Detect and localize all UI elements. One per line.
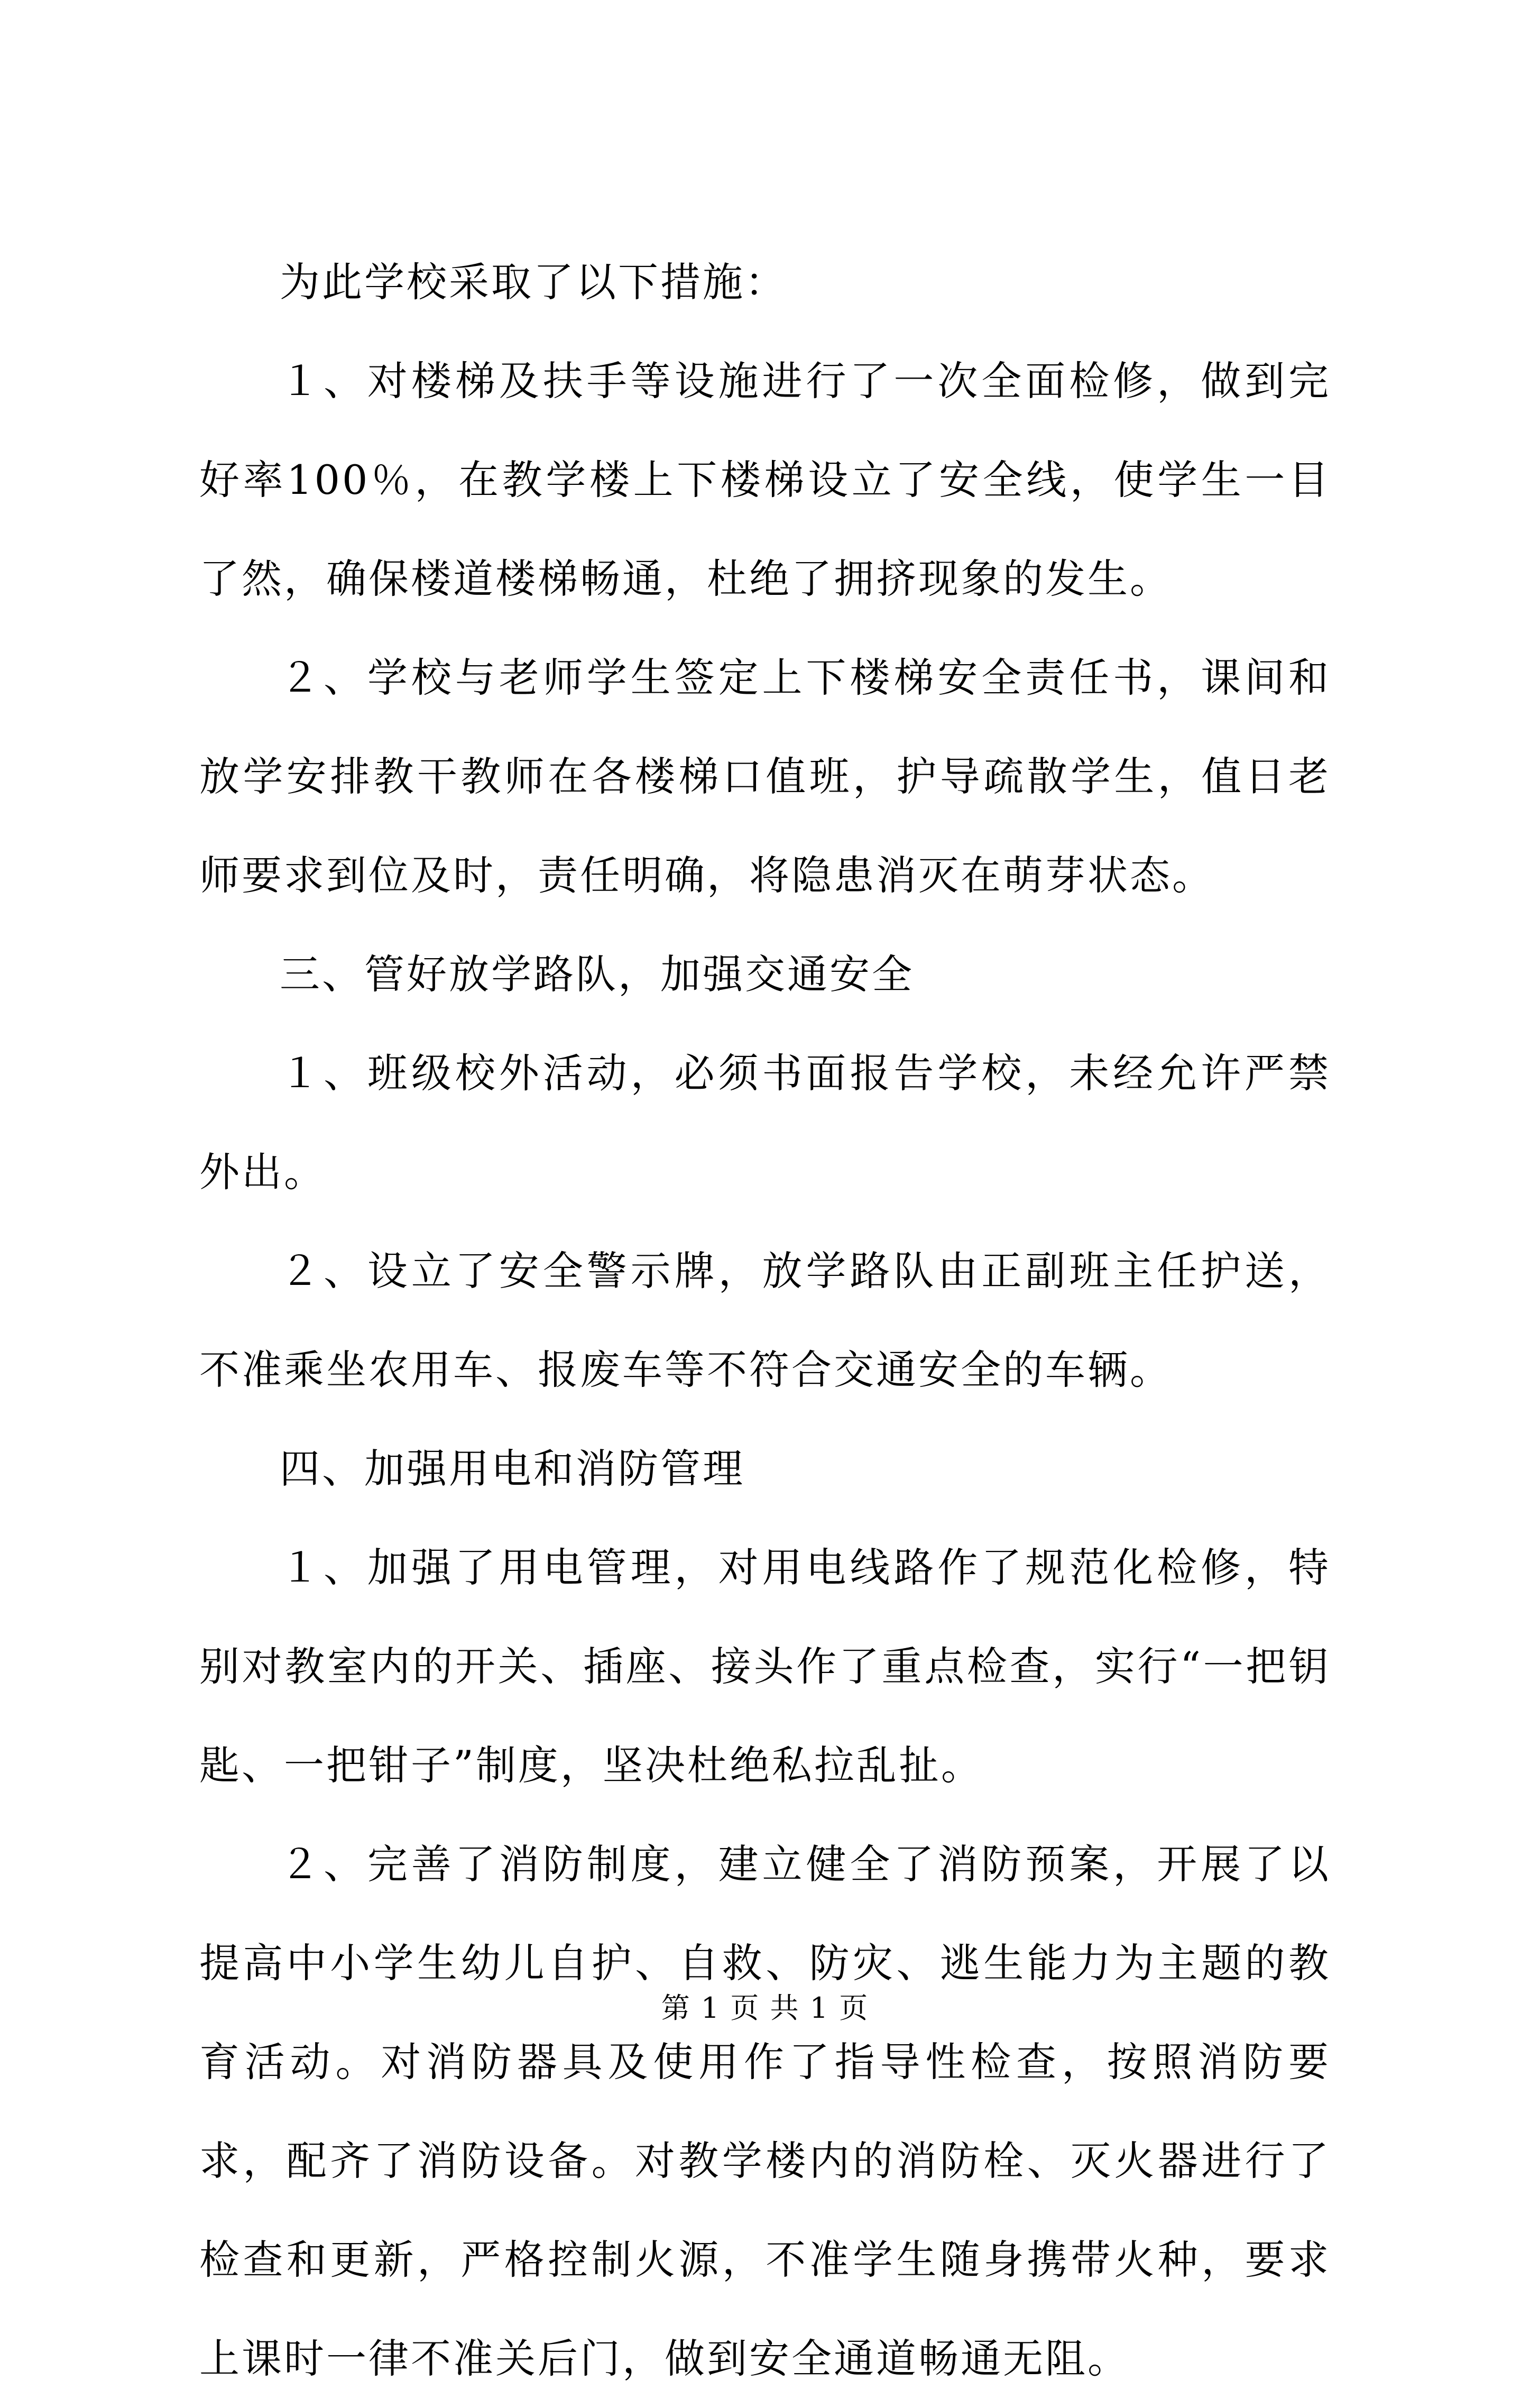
paragraph-intro: 为此学校采取了以下措施：	[280, 259, 787, 306]
paragraph-fire-management: ２、完善了消防制度，建立健全了消防预案，开展了以提高中小学生幼儿自护、自救、防灾、逃生能力为主题的教育活动。对消防器具及使用作了指导性检查，按照消防要求，配齐了消防设备。对教学楼内的消防栓、灭火器进行了检查和更新，严格控制火源，不准学生随身携带火种，要求上课时一律不准关后门，做到安全通道畅通无阻。	[199, 1841, 1331, 2382]
section-heading-electric-fire: 四、加强用电和消防管理	[280, 1445, 745, 1492]
paragraph-stairs-inspection: １、对楼梯及扶手等设施进行了一次全面检修，做到完好率100％，在教学楼上下楼梯设立了安全线，使学生一目了然，确保楼道楼梯畅通，杜绝了拥挤现象的发生。	[199, 357, 1331, 602]
section-heading-traffic: 三、管好放学路队，加强交通安全	[280, 951, 914, 998]
page-number-footer: 第 1 页 共 1 页	[661, 1991, 869, 2025]
paragraph-outside-activity: １、班级校外活动，必须书面报告学校，未经允许严禁外出。	[199, 1050, 1331, 1196]
paragraph-stairs-duty: ２、学校与老师学生签定上下楼梯安全责任书，课间和放学安排教干教师在各楼梯口值班，护导疏散学生，值日老师要求到位及时，责任明确，将隐患消灭在萌芽状态。	[199, 654, 1331, 899]
document-body	[199, 233, 1331, 2408]
paragraph-warning-signs: ２、设立了安全警示牌，放学路队由正副班主任护送，不准乘坐农用车、报废车等不符合交通安全的车辆。	[199, 1247, 1331, 1393]
paragraph-electric-management: １、加强了用电管理，对用电线路作了规范化检修，特别对教室内的开关、插座、接头作了重点检查，实行“一把钥匙、一把钳子”制度，坚决杜绝私拉乱扯。	[199, 1544, 1331, 1789]
